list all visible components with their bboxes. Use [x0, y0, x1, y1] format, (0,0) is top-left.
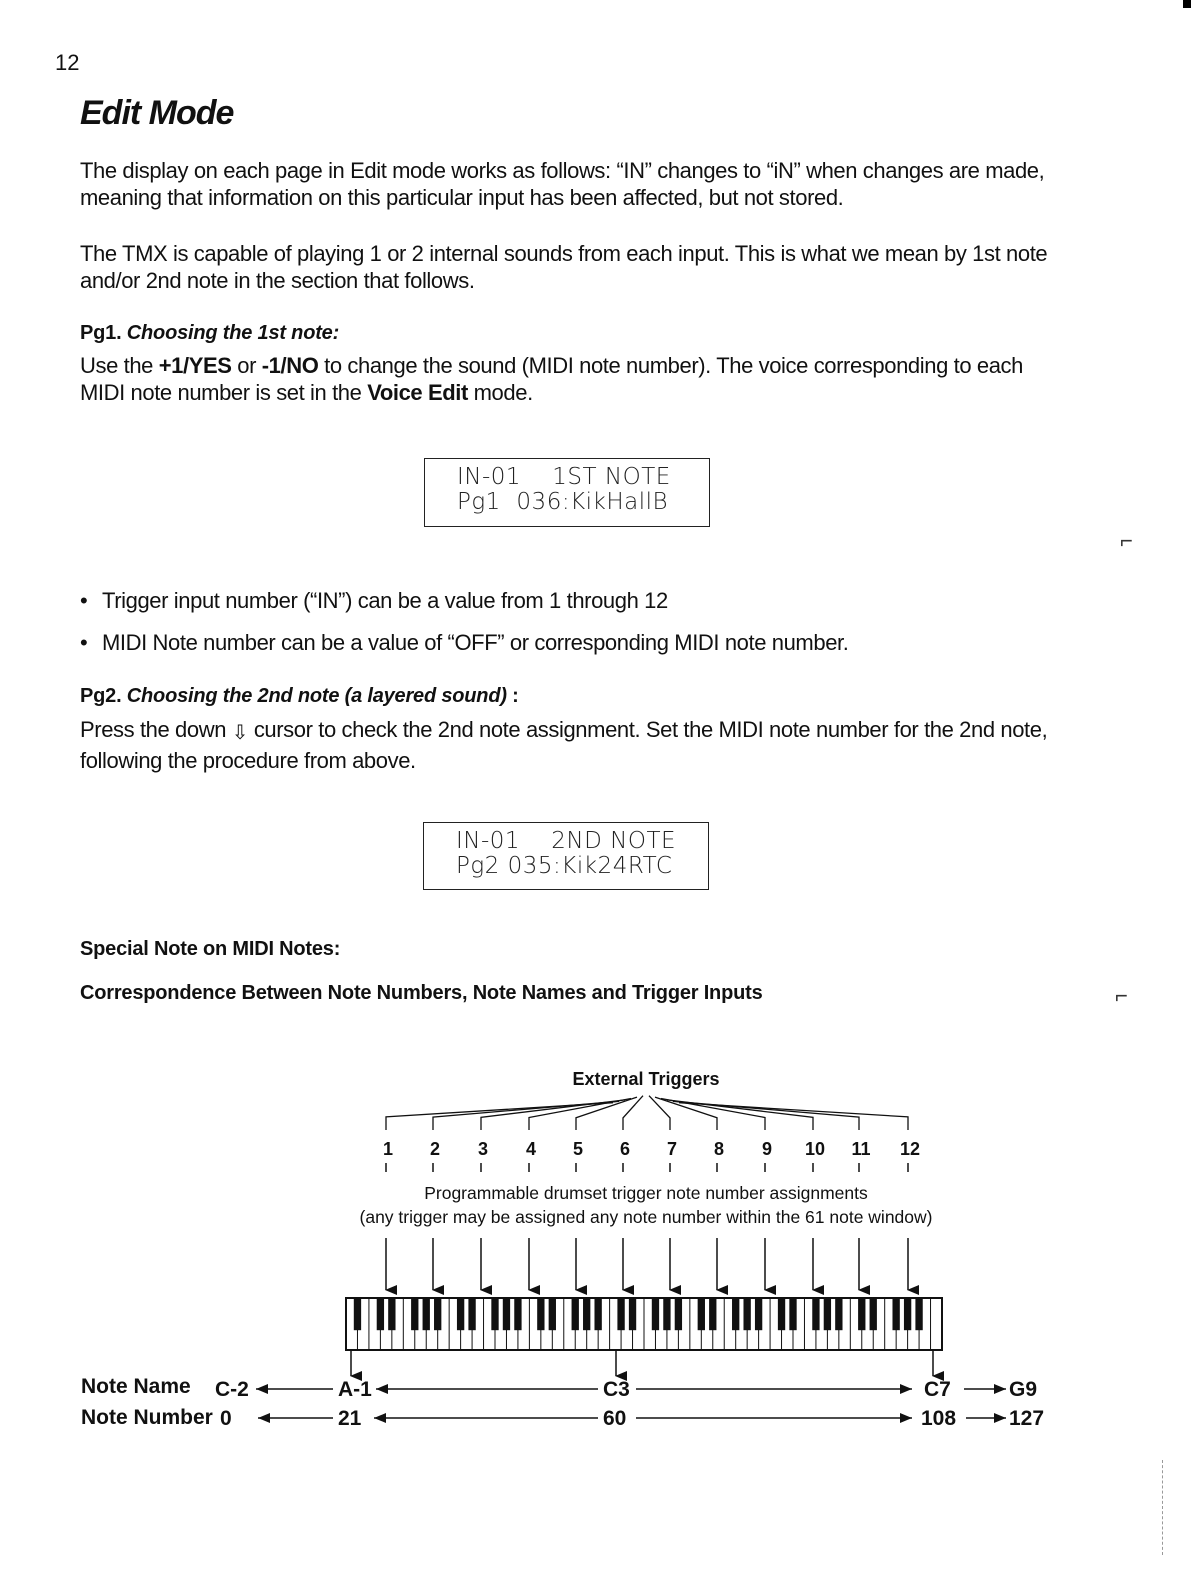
black-key	[468, 1299, 475, 1330]
pg2-label: Pg2.	[80, 685, 122, 707]
intro-paragraph-1: The display on each page in Edit mode works as follows: “IN” changes to “iN” when changes are made, meaning that information on this particular input has been affected, but not stored.	[80, 158, 1045, 210]
black-key	[812, 1299, 819, 1330]
pg2-title: Choosing the 2nd note (a layered sound)	[126, 685, 507, 707]
note-name-A-1: A-1	[338, 1378, 372, 1401]
black-key	[549, 1299, 556, 1330]
black-key	[388, 1299, 395, 1330]
lcd-1-line-2: Pg1 036:KikHallB	[457, 489, 669, 515]
black-key	[663, 1299, 670, 1330]
scale-arrowhead	[256, 1384, 268, 1394]
black-key	[457, 1299, 464, 1330]
scale-arrowhead	[900, 1413, 912, 1423]
black-key	[572, 1299, 579, 1330]
trigger-label-10: 10	[804, 1139, 826, 1159]
black-key	[594, 1299, 601, 1330]
black-key	[835, 1299, 842, 1330]
black-key	[743, 1299, 750, 1330]
note-number-21: 21	[338, 1407, 362, 1430]
external-triggers-title: External Triggers	[572, 1069, 720, 1089]
note-name-C7: C7	[924, 1378, 951, 1401]
black-key	[858, 1299, 865, 1330]
black-key	[915, 1299, 922, 1330]
pg1-heading	[80, 322, 339, 345]
note-name-C3: C3	[603, 1378, 630, 1401]
intro-paragraph-2: The TMX is capable of playing 1 or 2 internal sounds from each input. This is what we mean by 1st note and/or 2nd note in the section that follows.	[80, 241, 1048, 293]
black-key	[652, 1299, 659, 1330]
note-number-127: 127	[1009, 1407, 1045, 1430]
trigger-fan-line-3	[481, 1100, 625, 1130]
trigger-fan-line-9	[661, 1099, 765, 1131]
scan-artifact-mark-1: ⌐	[1120, 528, 1133, 553]
trigger-label-6: 6	[619, 1139, 631, 1159]
pg1-text-a: Use the	[80, 353, 159, 378]
voice-edit-ref: Voice Edit	[367, 380, 468, 405]
black-key	[423, 1299, 430, 1330]
pg2-text-a: Press the down	[80, 717, 232, 742]
trigger-label-7: 7	[666, 1139, 678, 1159]
black-key	[675, 1299, 682, 1330]
black-key	[617, 1299, 624, 1330]
page-number: 12	[55, 50, 80, 75]
bullet-item-2	[80, 630, 848, 656]
bullet-text-2: MIDI Note number can be a value of “OFF” or corresponding MIDI note number.	[102, 630, 849, 655]
black-key	[698, 1299, 705, 1330]
black-key	[870, 1299, 877, 1330]
black-key	[789, 1299, 796, 1330]
trigger-label-2: 2	[429, 1139, 441, 1159]
scale-arrowhead	[258, 1413, 270, 1423]
black-key	[411, 1299, 418, 1330]
black-key	[709, 1299, 716, 1330]
lcd-display-1st-note	[424, 458, 710, 527]
bullet-dot-icon: •	[80, 588, 88, 613]
scale-arrowhead	[376, 1384, 388, 1394]
pg2-paragraph	[80, 716, 1070, 774]
scale-arrowhead	[900, 1384, 912, 1394]
pg1-paragraph	[80, 352, 1070, 406]
pg2-heading	[80, 685, 519, 708]
trigger-label-12: 12	[899, 1139, 921, 1159]
black-key	[491, 1299, 498, 1330]
correspondence-heading: Correspondence Between Note Numbers, Note Names and Trigger Inputs	[80, 982, 763, 1004]
black-key	[732, 1299, 739, 1330]
pg1-title: Choosing the 1st note:	[126, 322, 340, 344]
pg1-text-b: or	[231, 353, 262, 378]
assignment-arrows	[386, 1238, 908, 1290]
bullet-item-1	[80, 588, 668, 614]
note-number-108: 108	[921, 1407, 957, 1430]
note-name-C-2: C-2	[215, 1378, 249, 1401]
no-button-ref: -1/NO	[261, 353, 319, 378]
pg1-label: Pg1.	[80, 322, 122, 344]
lcd-1-line-1: IN-01 1ST NOTE	[457, 464, 671, 490]
pg1-text-c: to change the sound (MIDI note number). The voice corresponding to each MIDI note number is set in the	[80, 353, 1023, 405]
trigger-label-1: 1	[382, 1139, 394, 1159]
black-key	[377, 1299, 384, 1330]
scale-arrowhead	[994, 1384, 1006, 1394]
trigger-label-3: 3	[477, 1139, 489, 1159]
black-key	[892, 1299, 899, 1330]
black-key	[629, 1299, 636, 1330]
black-key	[434, 1299, 441, 1330]
note-name-G9: G9	[1009, 1378, 1038, 1401]
black-key	[755, 1299, 762, 1330]
scale-arrowhead	[994, 1413, 1006, 1423]
bullet-dot-icon: •	[80, 630, 88, 655]
note-number-label: Note Number	[81, 1406, 213, 1429]
black-key	[537, 1299, 544, 1330]
lcd-2-line-2: Pg2 035:Kik24RTC	[456, 853, 673, 879]
black-key	[514, 1299, 521, 1330]
trigger-fan-line-10	[667, 1100, 813, 1130]
black-key	[503, 1299, 510, 1330]
yes-button-ref: +1/YES	[158, 353, 232, 378]
piano-keyboard	[346, 1298, 942, 1350]
scan-edge-mark	[1183, 0, 1191, 8]
trigger-fan-lines	[386, 1096, 908, 1130]
scan-edge-line	[1162, 1460, 1164, 1555]
diagram-caption-1: Programmable drumset trigger note number assignments	[424, 1183, 868, 1203]
down-cursor-icon: ⇩	[231, 722, 249, 744]
note-name-label: Note Name	[81, 1375, 191, 1398]
black-key	[778, 1299, 785, 1330]
trigger-label-4: 4	[525, 1139, 537, 1159]
pg2-colon: :	[506, 685, 519, 707]
pg2-text-b: cursor to check the 2nd note assignment. Set the MIDI note number for the 2nd note, following the procedure from above.	[80, 717, 1048, 773]
page-title: Edit Mode	[80, 94, 234, 132]
trigger-label-5: 5	[572, 1139, 584, 1159]
scale-arrowhead	[374, 1413, 386, 1423]
black-key	[904, 1299, 911, 1330]
trigger-label-11: 11	[851, 1139, 871, 1159]
diagram-caption-2: (any trigger may be assigned any note number within the 61 note window)	[359, 1207, 933, 1227]
lcd-display-2nd-note	[423, 822, 709, 890]
black-key	[824, 1299, 831, 1330]
lcd-2-line-1: IN-01 2ND NOTE	[456, 828, 677, 854]
black-key	[583, 1299, 590, 1330]
trigger-number-labels	[383, 1139, 920, 1159]
note-number-60: 60	[603, 1407, 627, 1430]
trigger-label-9: 9	[761, 1139, 773, 1159]
scan-artifact-mark-2: ⌐	[1115, 983, 1128, 1008]
special-note-heading: Special Note on MIDI Notes:	[80, 938, 341, 960]
black-key	[354, 1299, 361, 1330]
bullet-text-1: Trigger input number (“IN”) can be a value from 1 through 12	[102, 588, 668, 613]
trigger-ticks	[386, 1163, 908, 1172]
trigger-fan-line-4	[529, 1099, 631, 1131]
pg1-text-d: mode.	[467, 380, 533, 405]
note-number-0: 0	[220, 1407, 232, 1430]
trigger-label-8: 8	[713, 1139, 725, 1159]
note-scale-rows	[0, 1370, 1191, 1440]
